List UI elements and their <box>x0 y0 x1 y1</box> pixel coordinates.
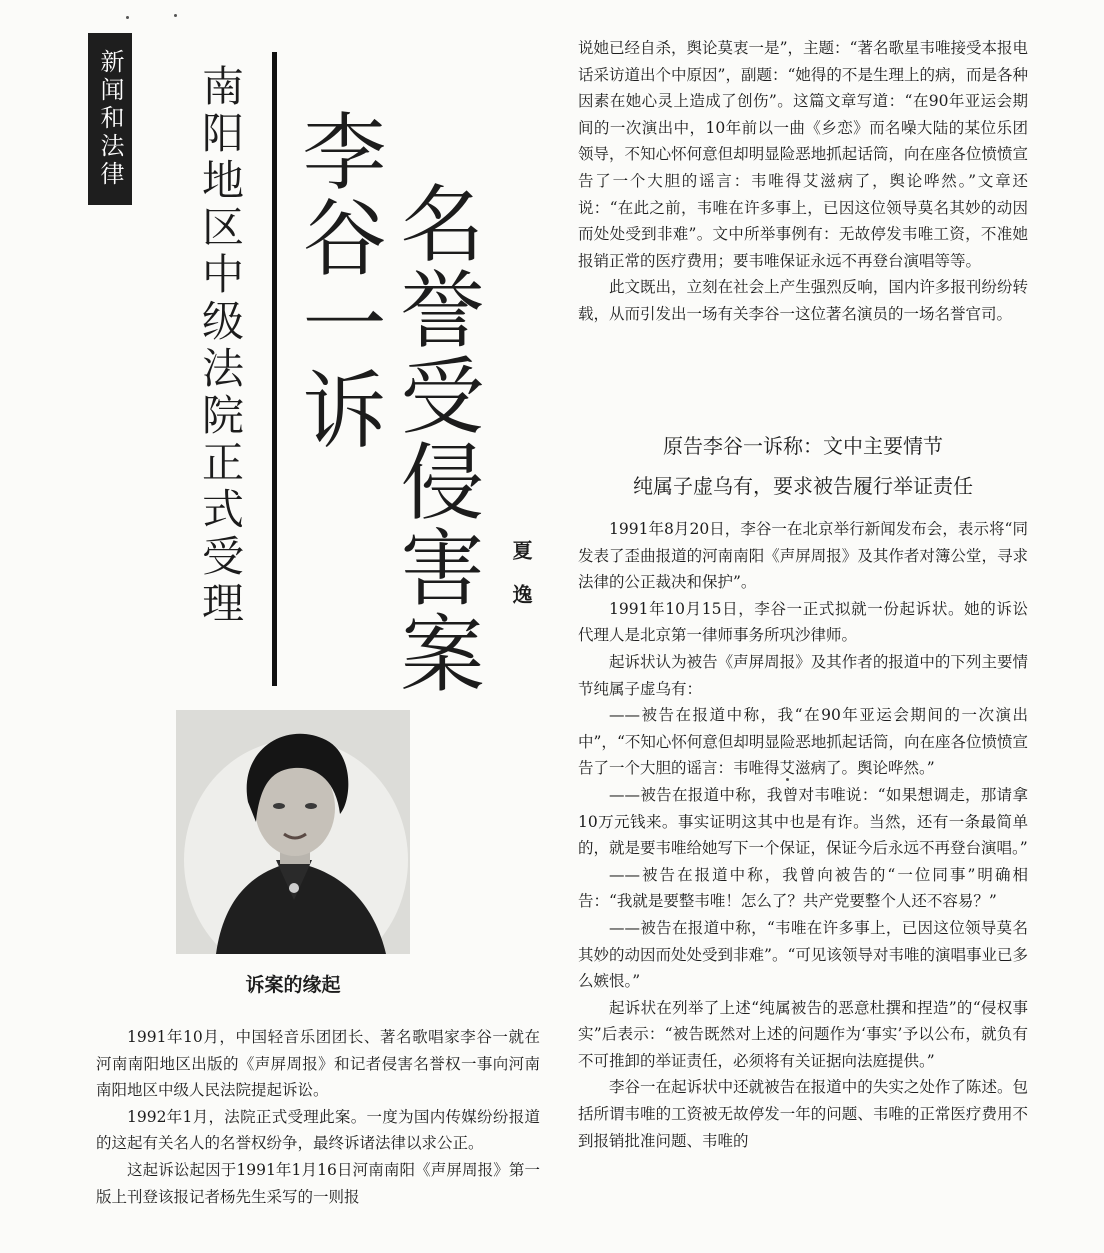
right-bottom-text <box>578 516 1028 1154</box>
left-body-text <box>96 1024 540 1210</box>
article-subtitle: 南阳地区中级法院正式受理 <box>196 64 245 628</box>
print-speck <box>174 14 177 17</box>
portrait-photo <box>176 710 410 954</box>
paragraph: 1991年8月20日，李谷一在北京举行新闻发布会，表示将“同发表了歪曲报道的河南南阳《声屏周报》及其作者对簿公堂，寻求法律的公正裁决和保护”。 <box>578 520 1028 592</box>
paragraph: 起诉状在列举了上述“纯属被告的恶意杜撰和捏造”的“侵权事实”后表示：“被告既然对上述的问题作为‘事实’予以公布，就负有不可推卸的举证责任，必须将有关证据向法庭提供。” <box>578 998 1028 1070</box>
paragraph: ——被告在报道中称，我“在90年亚运会期间的一次演出中”，“不知心怀何意但却明显险恶地抓起话筒，向在座各位愤愤宣告了一个大胆的谣言：韦唯得艾滋病了。舆论哗然。” <box>578 706 1028 778</box>
print-speck <box>126 16 129 19</box>
paragraph: 起诉状认为被告《声屏周报》及其作者的报道中的下列主要情节纯属子虚乌有： <box>578 652 1028 698</box>
section-heading-line-1: 原告李谷一诉称：文中主要情节 <box>663 434 943 458</box>
portrait-image <box>176 710 410 954</box>
paragraph: 1991年10月，中国轻音乐团团长、著名歌唱家李谷一就在河南南阳地区出版的《声屏周报》和记者侵害名誉权一事向河南南阳地区中级人民法院提起诉讼。 <box>96 1028 540 1100</box>
paragraph: 此文既出，立刻在社会上产生强烈反响，国内许多报刊纷纷转载，从而引发出一场有关李谷一这位著名演员的一场名誉官司。 <box>578 278 1028 323</box>
article-title-line-2: 名誉受侵害案 <box>387 180 485 696</box>
right-top-text <box>578 35 1028 328</box>
photo-caption: 诉案的缘起 <box>245 974 341 996</box>
author-byline: 夏逸 <box>509 540 533 628</box>
column-tag: 新闻和法律 <box>88 33 132 205</box>
paragraph: ——被告在报道中称，我曾向被告的“一位同事”明确相告：“我就是要整韦唯！怎么了？共产党要整个人还不容易？” <box>578 865 1028 911</box>
section-heading-line-2: 纯属子虚乌有，要求被告履行举证责任 <box>633 474 973 498</box>
paragraph: 说她已经自杀，舆论莫衷一是”，主题：“著名歌星韦唯接受本报电话采访道出个中原因”，副题：“她得的不是生理上的病，而是各种因素在她心灵上造成了创伤”。这篇文章写道：“在90年亚运会期间的一次演出中，10年前以一曲《乡恋》而名噪大陆的某位乐团领导，不知心怀何意但却明显险恶地抓起话筒，向在座各位愤愤宣告了一个大胆的谣言：韦唯得艾滋病了，舆论哗然。”文章还说：“在此之前，韦唯在许多事上，已因这位领导莫名其妙的动因而处处受到非难”。文中所举事例有：无故停发韦唯工资，不准她报销正常的医疗费用；要韦唯保证永远不再登台演唱等等。 <box>578 39 1028 270</box>
print-speck <box>786 778 789 781</box>
paragraph: 李谷一在起诉状中还就被告在报道中的失实之处作了陈述。包括所谓韦唯的工资被无故停发一年的问题、韦唯的正常医疗费用不到报销批准问题、韦唯的 <box>578 1078 1028 1150</box>
paragraph: 这起诉讼起因于1991年1月16日河南南阳《声屏周报》第一版上刊登该报记者杨先生采写的一则报 <box>96 1160 540 1206</box>
paragraph: ——被告在报道中称，我曾对韦唯说：“如果想调走，那请拿10万元钱来。事实证明这其中也是有诈。当然，还有一条最简单的，就是要韦唯给她写下一个保证，保证今后永远不再登台演唱。” <box>578 785 1028 858</box>
paragraph: ——被告在报道中称，“韦唯在许多事上，已因这位领导莫名其妙的动因而处处受到非难”。“可见该领导对韦唯的演唱事业已多么嫉恨。” <box>578 918 1028 991</box>
title-divider <box>272 52 277 686</box>
paragraph: 1992年1月，法院正式受理此案。一度为国内传媒纷纷报道的这起有关名人的名誉权纷争，最终诉诸法律以求公正。 <box>96 1107 540 1153</box>
paragraph: 1991年10月15日，李谷一正式拟就一份起诉状。她的诉讼代理人是北京第一律师事务所巩沙律师。 <box>578 599 1028 645</box>
article-title-line-1: 李谷一诉 <box>289 108 387 452</box>
